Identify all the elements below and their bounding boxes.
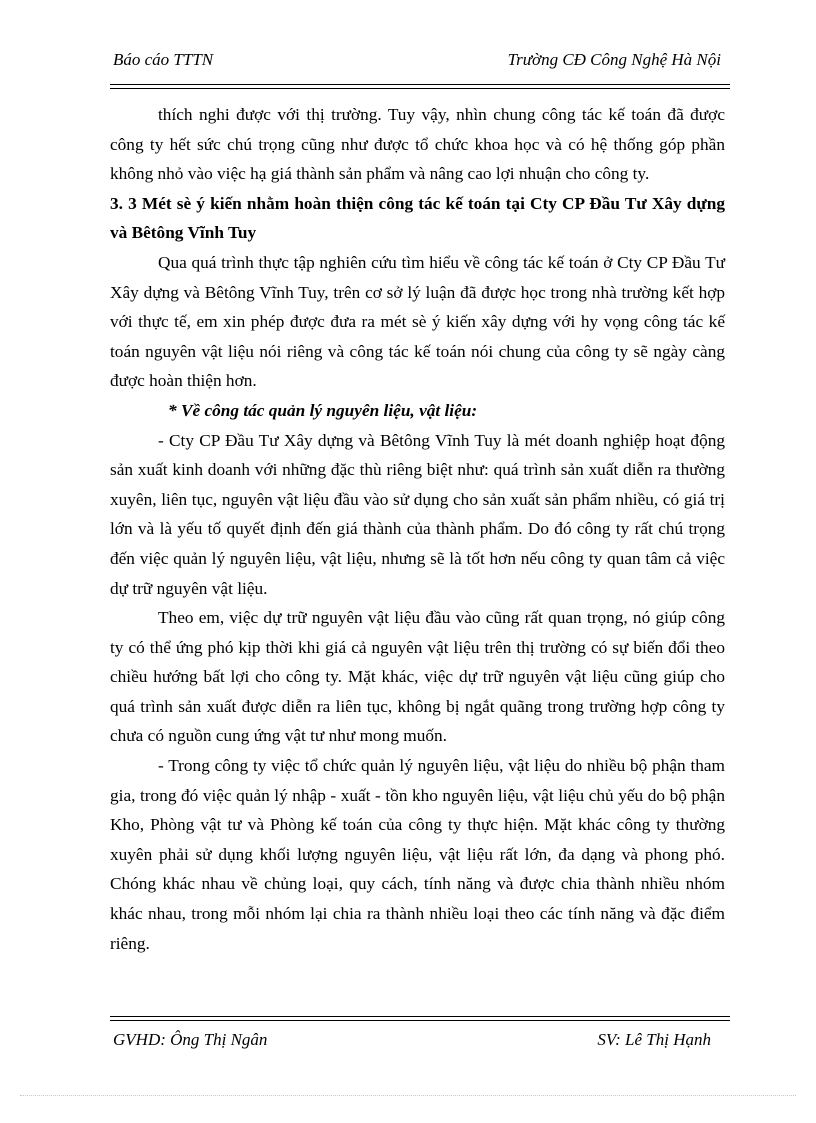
paragraph-company-overview: - Cty CP Đầu Tư Xây dựng và Bêtông Vĩnh Tuy là mét doanh nghiệp hoạt động sản xuất kinh doanh với những đặc thù riêng biệt như: quá trình sản xuất diễn ra thường xuyên, liên tục, nguyên vật liệu đầu vào sử dụng cho sản xuất sản phẩm nhiều, có giá trị lớn và là yếu tố quyết định đến giá thành của thành phẩm. Do đó công ty rất chú trọng đến việc quản lý nguyên liệu, vật liệu, nhưng sẽ là tốt hơn nếu công ty quan tâm cả việc dự trữ nguyên vật liệu. — [110, 430, 725, 598]
footer-student: SV: Lê Thị Hạnh — [597, 1030, 711, 1049]
document-body — [110, 100, 725, 958]
header-school-name: Trường CĐ Công Nghệ Hà Nội — [507, 50, 721, 69]
page-header — [113, 50, 721, 74]
header-divider — [110, 84, 730, 89]
subsection-heading: * Về công tác quản lý nguyên liệu, vật liệu: — [168, 400, 478, 420]
paragraph-reserve-materials: Theo em, việc dự trữ nguyên vật liệu đầu vào cũng rất quan trọng, nó giúp công ty có thể ứng phó kịp thời khi giá cả nguyên vật liệu trên thị trường có sự biến đổi theo chiều hướng bất lợi cho công ty. Mặt khác, việc dự trữ nguyên vật liệu cũng giúp cho quá trình sản xuất được diễn ra liên tục, không bị ngắt quãng trong trường hợp công ty chưa có nguồn cung ứng vật tư như mong muốn. — [110, 608, 725, 746]
header-report-title: Báo cáo TTTN — [113, 50, 214, 69]
paragraph-continuation: thích nghi được với thị trường. Tuy vậy, nhìn chung công tác kế toán đã được công ty hết sức chú trọng cũng như được tổ chức khoa học và có hệ thống góp phần không nhỏ vào việc hạ giá thành sản phẩm và nâng cao lợi nhuận cho công ty. — [110, 105, 725, 184]
paragraph-intro: Qua quá trình thực tập nghiên cứu tìm hiểu về công tác kế toán ở Cty CP Đầu Tư Xây dựng và Bêtông Vĩnh Tuy, trên cơ sở lý luận đã được học trong nhà trường kết hợp với thực tế, em xin phép được đưa ra mét sè ý kiến xây dựng với hy vọng công tác kế toán nguyên vật liệu nói riêng và công tác kế toán nói chung của công ty sẽ ngày càng được hoàn thiện hơn. — [110, 252, 725, 391]
paragraph-material-management: - Trong công ty việc tổ chức quản lý nguyên liệu, vật liệu do nhiều bộ phận tham gia, trong đó việc quản lý nhập - xuất - tồn kho nguyên liệu, vật liệu chủ yếu do bộ phận Kho, Phòng vật tư và Phòng kế toán của công ty thực hiện. Mặt khác công ty thường xuyên phải sử dụng khối lượng nguyên liệu, vật liệu rất lớn, đa dạng và phong phó. Chóng khác nhau về chủng loại, quy cách, tính năng và được chia thành nhiều nhóm khác nhau, trong mỗi nhóm lại chia ra thành nhiều loại theo các tính năng và đặc điểm riêng. — [110, 756, 725, 953]
footer-instructor: GVHD: Ông Thị Ngân — [113, 1030, 268, 1049]
footer-divider — [110, 1016, 730, 1021]
page-footer — [113, 1030, 711, 1054]
section-heading: 3. 3 Mét sè ý kiến nhằm hoàn thiện công tác kế toán tại Cty CP Đầu Tư Xây dựng và Bêtông Vĩnh Tuy — [110, 193, 725, 243]
page-edge-line — [20, 1095, 796, 1096]
